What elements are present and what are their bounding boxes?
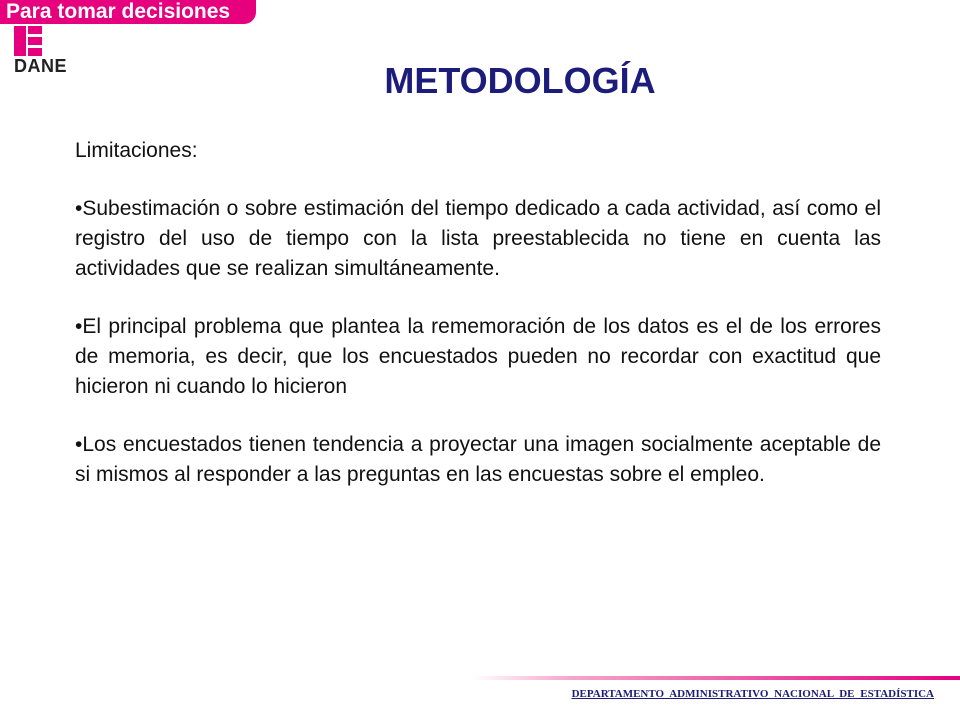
bullet-item: •Subestimación o sobre estimación del tiempo dedicado a cada actividad, así como el registro del uso de tiempo con la lista preestablecida no tiene en cuenta las actividades que se realizan simultáneamente.	[75, 197, 881, 280]
bullet-item: •El principal problema que plantea la rememoración de los datos es el de los errores de memoria, es decir, que los encuestados pueden no recordar con exactitud que hicieron ni cuando lo hicieron	[75, 315, 881, 398]
page-title: METODOLOGÍA	[384, 60, 656, 101]
header-banner	[0, 0, 256, 24]
footer-divider	[472, 676, 960, 680]
bullet-item: •Los encuestados tienen tendencia a proyectar una imagen socialmente aceptable de si mismos al responder a las preguntas en las encuestas sobre el empleo.	[75, 433, 881, 486]
logo-text: DANE	[14, 56, 68, 76]
section-subtitle: Limitaciones:	[75, 139, 198, 162]
slide-body	[75, 136, 881, 518]
footer-text: DEPARTAMENTO ADMINISTRATIVO NACIONAL DE ESTADÍSTICA	[571, 688, 934, 700]
banner-text: Para tomar decisiones	[6, 0, 231, 23]
